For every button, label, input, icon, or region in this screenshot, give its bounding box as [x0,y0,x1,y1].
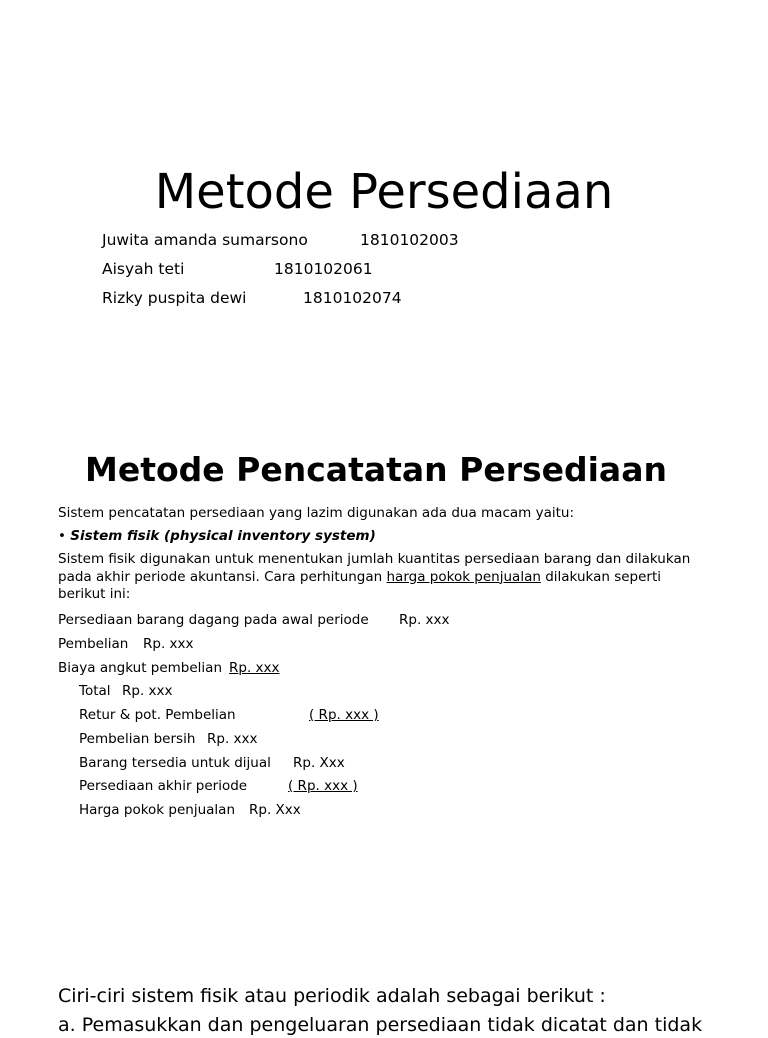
row-value: Rp. xxx [143,636,194,652]
paragraph-part-1: Sistem fisik digunakan untuk menentukan jumlah kuantitas persediaan barang dan dilakukan pada akhir periode akuntansi. Cara perhitungan [58,551,691,585]
author-id-2: 1810102061 [274,260,373,278]
row-value: Rp. xxx [207,731,258,747]
bullet-label: Sistem fisik (physical inventory system) [70,528,376,544]
row-label: Total [79,683,111,699]
row-value: Rp. Xxx [293,755,345,771]
author-name-3: Rizky puspita dewi [102,289,247,307]
author-name-2: Aisyah teti [102,260,185,278]
intro-text: Sistem pencatatan persediaan yang lazim digunakan ada dua macam yaitu: [58,505,574,521]
slide-title-metode-persediaan: Metode Persediaan [154,164,614,220]
row-label: Persediaan barang dagang pada awal periode [58,612,369,628]
row-label: Retur & pot. Pembelian [79,707,236,723]
bullet-dot: • [58,528,66,544]
slide-title-metode-pencatatan: Metode Pencatatan Persediaan [85,450,667,489]
ciri-ciri-heading: Ciri-ciri sistem fisik atau periodik adalah sebagai berikut : [58,985,606,1007]
author-id-1: 1810102003 [360,231,459,249]
row-label: Harga pokok penjualan [79,802,235,818]
row-value: Rp. xxx [122,683,173,699]
row-value: ( Rp. xxx ) [288,778,358,794]
paragraph-part-2: dilakukan seperti berikut ini: [58,568,662,602]
row-label: Barang tersedia untuk dijual [79,755,271,771]
author-name-1: Juwita amanda sumarsono [102,231,308,249]
row-label: Biaya angkut pembelian [58,660,223,676]
row-value: Rp. Xxx [249,802,301,818]
row-label: Persediaan akhir periode [79,778,248,794]
ciri-ciri-item-a: a. Pemasukkan dan pengeluaran persediaan tidak dicatat dan tidak [58,1014,703,1036]
author-id-3: 1810102074 [303,289,402,307]
bullet-item [58,527,376,545]
link-harga-pokok-penjualan[interactable]: harga pokok penjualan [386,568,541,585]
row-value: Rp. xxx [229,660,280,676]
row-value: Rp. xxx [399,612,450,628]
paragraph-sistem-fisik [58,551,708,604]
row-value: ( Rp. xxx ) [309,707,379,723]
row-label: Pembelian [58,636,129,652]
row-label: Pembelian bersih [79,731,196,747]
